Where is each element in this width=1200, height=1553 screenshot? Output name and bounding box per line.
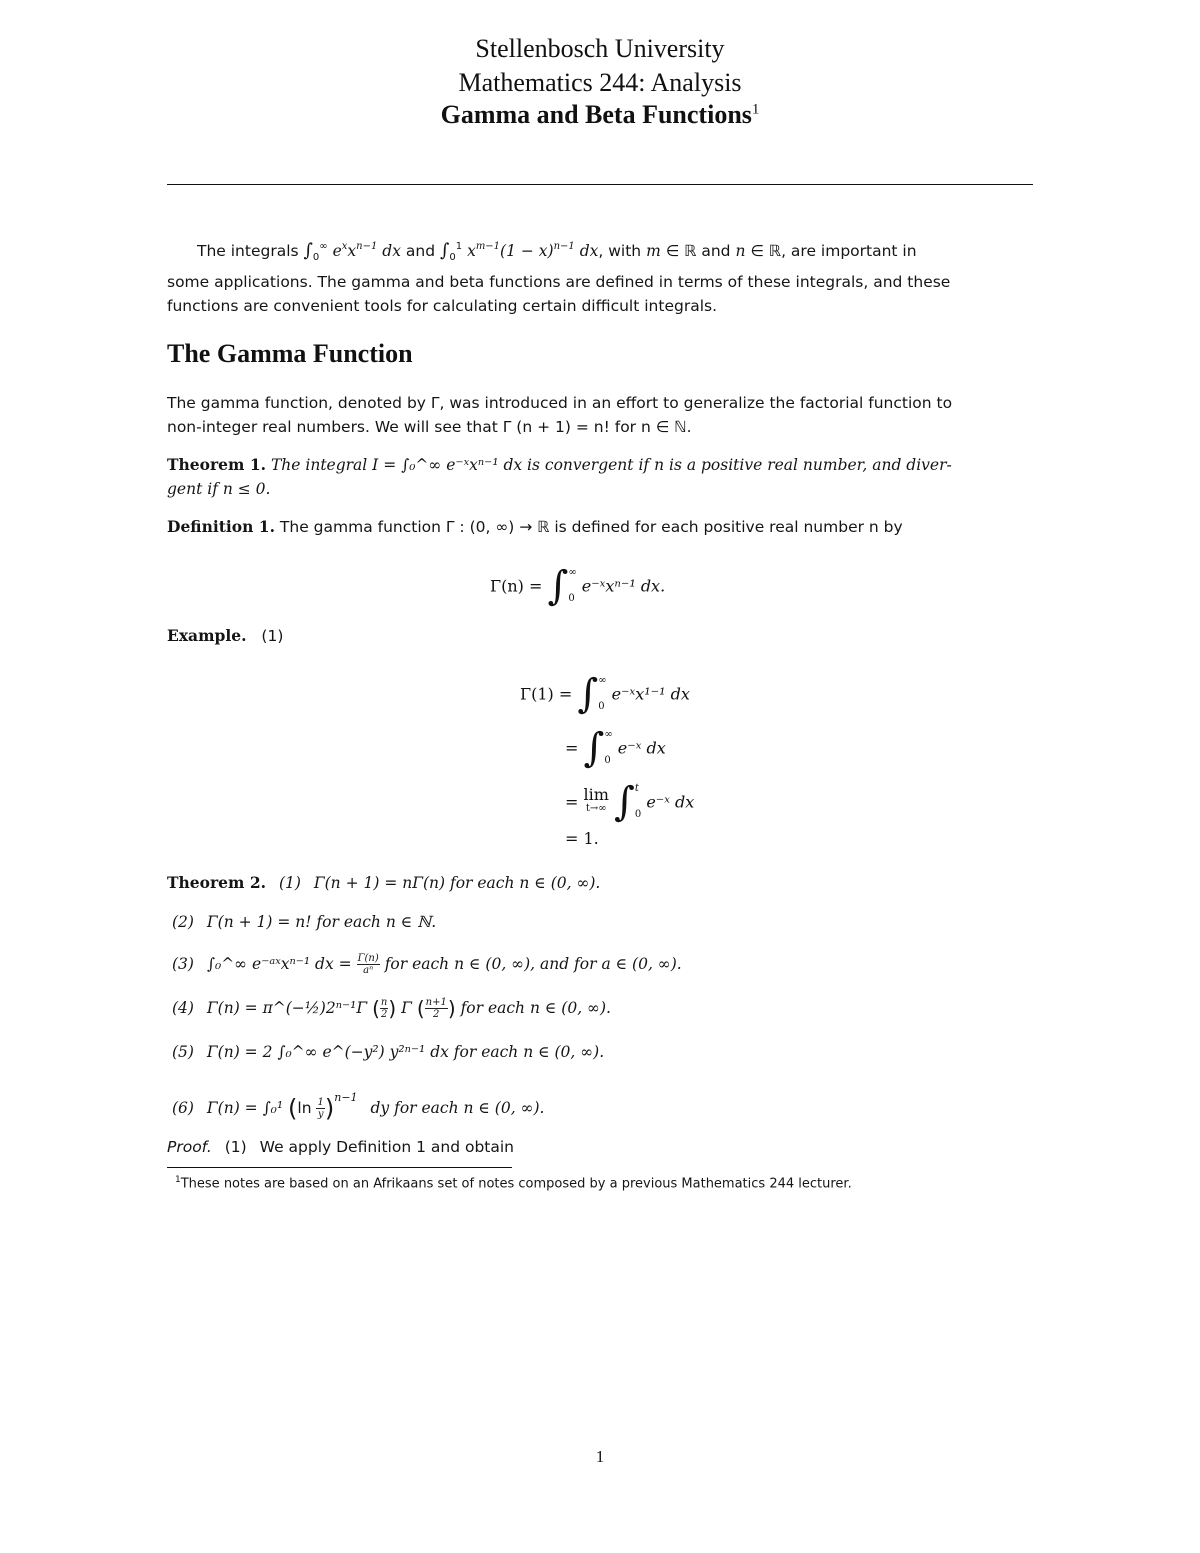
title-footnote-mark: 1 <box>751 101 760 118</box>
university-name: Stellenbosch University <box>475 34 725 63</box>
example-item: (1) <box>261 627 284 645</box>
definition-1 <box>167 515 1033 539</box>
fraction <box>357 953 380 976</box>
proof-item: (1) <box>224 1138 247 1156</box>
integral-sign: ∫ <box>583 725 605 771</box>
item-text: Γ(n) = 2 ∫₀^∞ e^(−y²) y²ⁿ⁻¹ dx for each n ∈ (0, ∞). <box>206 1043 605 1061</box>
fraction <box>316 1097 324 1120</box>
example <box>167 624 283 648</box>
example-line-1-rhs: e⁻ˣx¹⁻¹ dx <box>611 684 690 704</box>
lim-word: lim <box>583 785 609 804</box>
item-number: (3) <box>172 955 194 973</box>
intro-line-1: The integrals $\int_0^\infty$ $e^xx^{n-1}$ dx and $\int_0^1$ $x^{m-1}(1 - x)^{n-1}$ dx, with m ∈ ℝ and n ∈ ℝ, are important in <box>197 240 917 263</box>
theorem-2-item-1 <box>167 871 600 895</box>
item-post: for each n ∈ (0, ∞), and for a ∈ (0, ∞). <box>384 955 682 973</box>
equation-rhs: e⁻ˣxⁿ⁻¹ dx. <box>581 576 666 596</box>
header-rule <box>167 184 1033 185</box>
integral-sign: ∫ <box>614 779 635 825</box>
example-line-1: Γ(1) = ∫ ∞ 0 e⁻ˣx¹⁻¹ dx <box>520 671 690 717</box>
example-line-2: = ∫ ∞ 0 e⁻ˣ dx <box>565 725 666 771</box>
page-number: 1 <box>595 1447 605 1466</box>
theorem-1-line-2: gent if n ≤ 0. <box>167 480 271 498</box>
course-name: Mathematics 244: Analysis <box>458 68 742 97</box>
section-line-1: The gamma function, denoted by Γ, was introduced in an effort to generalize the factorial function to <box>167 394 953 412</box>
definition-equation: Γ(n) = ∫ ∞ 0 e⁻ˣxⁿ⁻¹ dx. <box>490 563 666 609</box>
item-number: (4) <box>172 999 194 1017</box>
integral-sign: ∫ <box>439 240 450 261</box>
intro-line-3: functions are convenient tools for calculating certain difficult integrals. <box>167 297 718 315</box>
example-line-3-lhs: = <box>565 792 579 812</box>
section-paragraph <box>167 391 1033 439</box>
fraction <box>425 997 448 1020</box>
item-mid: Γ <box>401 999 412 1017</box>
definition-1-label: Definition 1. <box>167 517 275 536</box>
title-text: Gamma and Beta Functions <box>440 100 752 129</box>
item-number: (1) <box>278 874 301 892</box>
item-number: (6) <box>172 1099 194 1117</box>
example-line-3: = lim t→∞ ∫ t 0 e⁻ˣ dx <box>565 779 695 825</box>
equation-lhs: Γ(n) = <box>490 576 543 596</box>
item-post: for each n ∈ (0, ∞). <box>460 999 611 1017</box>
limit <box>583 785 609 816</box>
item-text: Γ(n + 1) = nΓ(n) for each n ∈ (0, ∞). <box>313 874 601 892</box>
fraction-denominator: 2 <box>380 1009 388 1020</box>
intro-paragraph <box>167 235 1033 318</box>
item-number: (2) <box>172 913 194 931</box>
item-number: (5) <box>172 1043 194 1061</box>
item-pre: Γ(n) = π^(−½)2ⁿ⁻¹Γ <box>206 999 368 1017</box>
intro-line-2: some applications. The gamma and beta functions are defined in terms of these integrals, and these <box>167 273 951 291</box>
example-line-1-lhs: Γ(1) = <box>520 684 573 704</box>
intro-text-d: and <box>701 242 731 260</box>
definition-1-text: The gamma function Γ : (0, ∞) → ℝ is defined for each positive real number n by <box>279 518 903 536</box>
integral-sign: ∫ <box>303 240 313 261</box>
fraction-denominator: aⁿ <box>363 965 374 976</box>
proof <box>167 1135 514 1159</box>
exponent: n−1 <box>334 1091 358 1104</box>
item-pre: Γ(n) = ∫₀¹ <box>206 1099 284 1117</box>
theorem-2-item-6: (6) Γ(n) = ∫₀¹ (ln $\frac{1}{y}$ )$^{n-1}$ dy for each n ∈ (0, ∞). <box>172 1091 545 1123</box>
example-line-2-rhs: e⁻ˣ dx <box>617 738 666 758</box>
fraction-denominator: y <box>317 1109 324 1120</box>
section-line-2: non-integer real numbers. We will see that Γ (n + 1) = n! for n ∈ ℕ. <box>167 418 692 436</box>
item-pre: ∫₀^∞ e⁻ᵃˣxⁿ⁻¹ dx = <box>206 955 352 973</box>
intro-text-b: and <box>405 242 436 260</box>
theorem-2-item-3 <box>172 952 682 976</box>
proof-label: Proof. <box>167 1138 212 1156</box>
fraction-numerator: n <box>380 997 388 1008</box>
example-label: Example. <box>167 626 247 645</box>
footnote <box>175 1175 852 1191</box>
example-line-4-lhs: = <box>565 829 579 848</box>
item-text: Γ(n + 1) = n! for each n ∈ ℕ. <box>206 913 437 931</box>
theorem-1 <box>167 453 1033 501</box>
theorem-2-item-5 <box>172 1040 604 1064</box>
proof-text: We apply Definition 1 and obtain <box>259 1138 515 1156</box>
intro-text-e: , are important in <box>781 242 917 260</box>
fraction-denominator: 2 <box>433 1009 440 1020</box>
integral-sign: ∫ <box>577 671 599 717</box>
theorem-2-item-4: (4) Γ(n) = π^(−½)2ⁿ⁻¹Γ ( $\frac{n}{2}$ ) Γ ( $\frac{n+1}{2}$ ) for each n ∈ (0, ∞). <box>172 996 611 1021</box>
fraction-numerator: 1 <box>317 1097 324 1108</box>
intro-text-c: , with <box>598 242 642 260</box>
lim-under: t→∞ <box>585 803 607 814</box>
theorem-2-item-2 <box>172 910 436 934</box>
example-line-4-rhs: 1. <box>583 829 599 848</box>
example-line-4 <box>565 829 599 848</box>
fraction-numerator: Γ(n) <box>357 953 379 964</box>
fraction-numerator: n+1 <box>425 997 447 1008</box>
theorem-1-line-1: The integral I = ∫₀^∞ e⁻ˣxⁿ⁻¹ dx is convergent if n is a positive real number, and diver- <box>270 456 952 474</box>
intro-text-a: The integrals <box>197 242 299 260</box>
example-line-3-rhs: e⁻ˣ dx <box>646 792 695 812</box>
integral-sign: ∫ <box>547 563 569 609</box>
example-line-2-lhs: = <box>565 738 579 758</box>
footnote-mark: 1 <box>175 1175 181 1185</box>
footnote-text: These notes are based on an Afrikaans set of notes composed by a previous Mathematics 244 lecturer. <box>180 1176 852 1192</box>
theorem-1-label: Theorem 1. <box>167 455 267 474</box>
item-post: dy for each n ∈ (0, ∞). <box>370 1099 545 1117</box>
section-heading: The Gamma Function <box>167 339 413 368</box>
theorem-2-label: Theorem 2. <box>167 873 267 892</box>
document-title <box>0 100 1200 130</box>
ln-word: ln <box>297 1099 312 1117</box>
footnote-rule <box>167 1167 512 1168</box>
